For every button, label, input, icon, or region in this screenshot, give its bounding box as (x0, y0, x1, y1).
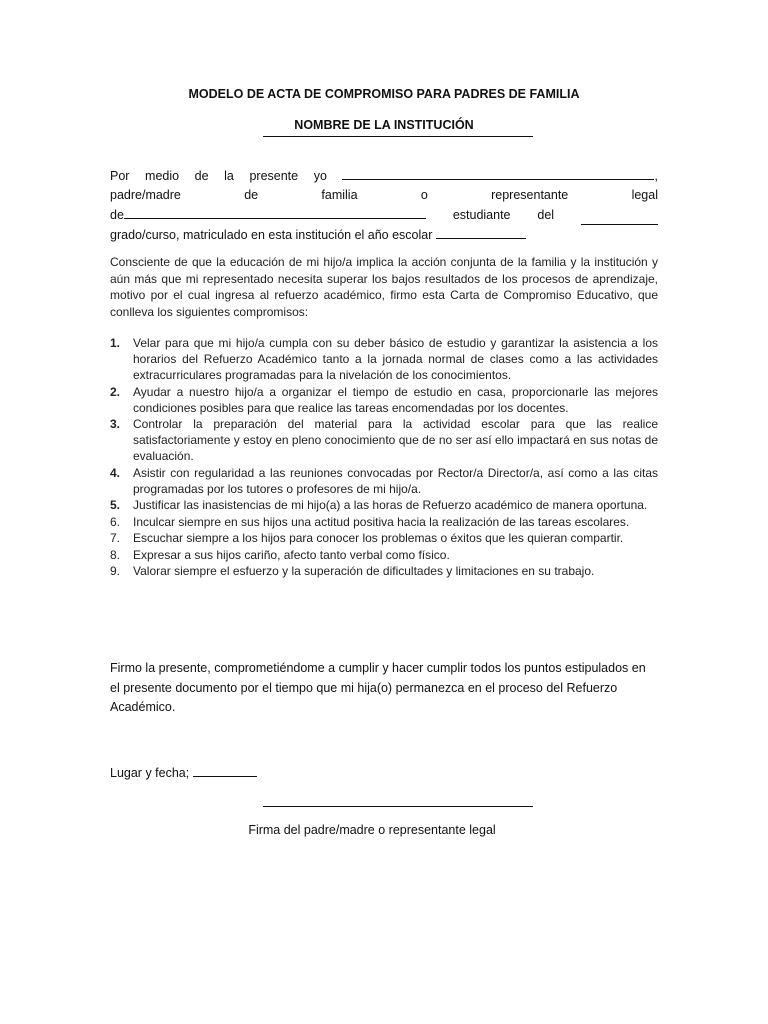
item-text: Asistir con regularidad a las reuniones convocadas por Rector/a Director/a, así como a las citas programadas por los tutores o profesores de mi hijo/a. (133, 465, 658, 496)
item-text: Justificar las inasistencias de mi hijo(a) a las horas de Refuerzo académico de manera oportuna. (133, 498, 648, 512)
item-number: 3. (110, 417, 121, 431)
intro-word: del (537, 208, 555, 222)
grade-field[interactable] (581, 211, 658, 225)
intro-word: presente (249, 169, 299, 183)
intro-block (110, 166, 658, 245)
intro-word: medio (145, 169, 180, 183)
list-item (110, 530, 658, 546)
place-date-row (110, 763, 257, 780)
item-text: Controlar la preparación del material para la actividad escolar para que las realice satisfactoriamente y estoy en pleno conocimiento que de no ser así ello impactará en sus notas de evaluación. (133, 417, 658, 463)
item-number: 9. (110, 564, 121, 578)
intro-word: familia (321, 188, 358, 202)
institution-blank-line (263, 136, 533, 137)
list-item (110, 514, 658, 530)
item-number: 2. (110, 384, 121, 399)
intro-word: o (420, 188, 428, 202)
intro-word: legal (631, 188, 658, 202)
place-date-label: Lugar y fecha; (110, 766, 190, 780)
signature-line[interactable] (263, 806, 533, 807)
list-item (110, 563, 658, 579)
intro-word: la (224, 169, 234, 183)
intro-word: grado/curso, matriculado en esta institución el año escolar (110, 228, 433, 242)
document-title: MODELO DE ACTA DE COMPROMISO PARA PADRES DE FAMILIA (188, 87, 580, 101)
commitments-list (110, 335, 658, 580)
intro-word: representante (491, 188, 569, 202)
place-date-field[interactable] (193, 763, 257, 777)
item-text: Escuchar siempre a los hijos para conocer los problemas o éxitos que les quieran compartir. (133, 531, 624, 545)
intro-word: Por (110, 169, 130, 183)
list-item (110, 384, 658, 416)
intro-word: padre/madre (110, 188, 181, 202)
signature-label: Firma del padre/madre o representante legal (248, 823, 496, 837)
intro-comma: , (654, 169, 658, 183)
intro-line-2 (110, 186, 658, 205)
intro-line-1 (110, 166, 658, 186)
student-name-group (110, 205, 426, 225)
item-text: Velar para que mi hijo/a cumpla con su deber básico de estudio y garantizar la asistencia a los horarios del Refuerzo Académico tanto a la jornada normal de clases como a las actividades extracurriculares programadas para la nivelación de los conocimientos. (133, 336, 658, 382)
student-name-field[interactable] (124, 205, 426, 219)
intro-word: yo (313, 169, 327, 183)
intro-word: de (244, 188, 259, 202)
institution-label: NOMBRE DE LA INSTITUCIÓN (294, 118, 474, 132)
parent-name-field[interactable] (342, 166, 657, 186)
intro-word: estudiante (452, 208, 511, 222)
list-item (110, 465, 658, 497)
list-item (110, 335, 658, 383)
item-number: 8. (110, 547, 121, 562)
intro-line-3 (110, 205, 658, 225)
closing-paragraph: Firmo la presente, comprometiéndome a cumplir y hacer cumplir todos los puntos estipulados en el presente documento por el tiempo que mi hija(o) permanezca en el proceso del Refuerzo Académico. (110, 661, 646, 714)
list-item (110, 416, 658, 464)
item-text: Ayudar a nuestro hijo/a a organizar el tiempo de estudio en casa, proporcionarle las mejores condiciones posibles para que realice las tareas encomendadas por los docentes. (133, 384, 658, 415)
list-item (110, 497, 658, 513)
item-number: 5. (110, 498, 121, 512)
list-item (110, 547, 658, 563)
commitment-paragraph: Consciente de que la educación de mi hijo/a implica la acción conjunta de la familia y la institución y aún más que mi representado necesita superar los bajos resultados de los procesos de aprendizaje, motivo por el cual ingresa al refuerzo académico, firmo esta Carta de Compromiso Educativo, que conlleva los siguientes compromisos: (110, 255, 658, 319)
item-number: 1. (110, 336, 121, 350)
item-text: Valorar siempre el esfuerzo y la superación de dificultades y limitaciones en su trabajo. (133, 564, 595, 578)
intro-word: de (110, 208, 124, 222)
item-number: 7. (110, 531, 121, 545)
item-number: 6. (110, 514, 121, 529)
item-text: Inculcar siempre en sus hijos una actitud positiva hacia la realización de las tareas escolares. (133, 514, 630, 529)
item-text: Expresar a sus hijos cariño, afecto tanto verbal como físico. (133, 547, 450, 562)
intro-word: de (194, 169, 209, 183)
school-year-field[interactable] (436, 225, 526, 239)
item-number: 4. (110, 465, 121, 480)
intro-line-4 (110, 225, 658, 245)
